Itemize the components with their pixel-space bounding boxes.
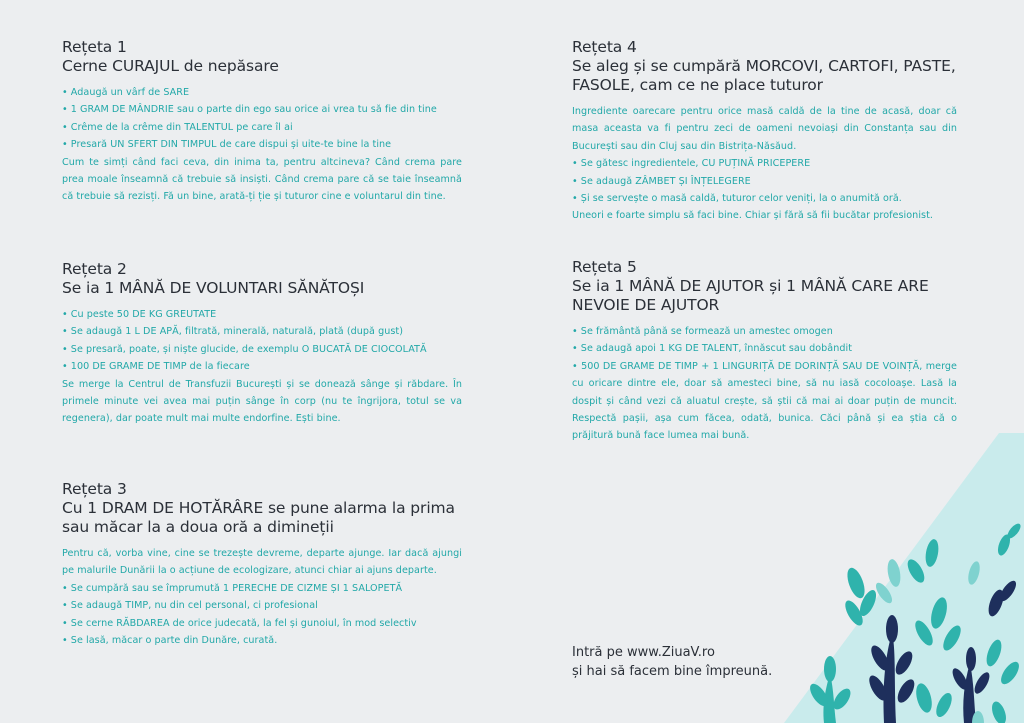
recipe-heading: Cu 1 DRAM DE HOTĂRÂRE se pune alarma la prima sau măcar la a doua oră a dimineții — [62, 499, 455, 536]
list-item: • Se adaugă ZÂMBET ȘI ÎNȚELEGERE — [572, 175, 751, 187]
list-item: • Se cumpără sau se împrumută 1 PERECHE DE CIZME ȘI 1 SALOPETĂ — [62, 582, 403, 594]
recipe-2 — [62, 260, 462, 428]
list-item: • 500 DE GRAME DE TIMP + 1 LINGURIȚĂ DE DORINȚĂ SAU DE VOINȚĂ, merge cu oricare dintre ele, doar să amesteci bine, să nu iasă cocoloașe. Lasă la dospit și când vezi că aluatul crește, să știi că mai ai doar puțin de muncit. Respectă pașii, așa cum făcea, odată, bunica. Căci până și ea știa că o prăjitură bună face lumea mai bună. — [572, 360, 957, 442]
recipe-heading: Cerne CURAJUL de nepăsare — [62, 57, 279, 75]
list-item: • Și se servește o masă caldă, tuturor celor veniți, la o anumită oră. — [572, 193, 902, 205]
recipe-title — [572, 258, 957, 315]
recipe-5 — [572, 258, 957, 445]
recipe-heading: Se ia 1 MÂNĂ DE VOLUNTARI SĂNĂTOȘI — [62, 279, 365, 297]
recipe-3 — [62, 480, 462, 649]
list-item: • Adaugă un vârf de SARE — [62, 87, 190, 98]
paragraph: Se merge la Centrul de Transfuzii București și se donează sânge și răbdare. În primele minute vei avea mai puțin sânge în corp (nu te îngrijora, totul se va regenera), dar poate mult mai multe endorfine. Ești bine. — [62, 378, 462, 425]
paragraph: Pentru că, vorba vine, cine se trezește devreme, departe ajunge. Iar dacă ajungi pe malurile Dunării la o acțiune de ecologizare, atunci chiar ai ajuns departe. — [62, 548, 462, 577]
recipe-number: Rețeta 1 — [62, 38, 127, 56]
footer-tagline: și hai să facem bine împreună. — [572, 664, 773, 679]
recipe-body — [62, 306, 462, 428]
list-item: • Presară UN SFERT DIN TIMPUL de care dispui și uite-te bine la tine — [62, 139, 392, 151]
recipe-heading: Se aleg și se cumpără MORCOVI, CARTOFI, PASTE, FASOLE, cam ce ne place tuturor — [572, 57, 956, 94]
recipe-heading: Se ia 1 MÂNĂ DE AJUTOR și 1 MÂNĂ CARE ARE NEVOIE DE AJUTOR — [572, 277, 929, 314]
list-item: • Se gătesc ingredientele, CU PUȚINĂ PRICEPERE — [572, 158, 811, 170]
recipe-body — [62, 545, 462, 649]
recipe-title — [572, 38, 957, 95]
recipe-body — [572, 323, 957, 445]
recipe-number: Rețeta 4 — [572, 38, 637, 56]
list-item: • 100 DE GRAME DE TIMP de la fiecare — [62, 361, 250, 373]
list-item: • Se lasă, măcar o parte din Dunăre, curată. — [62, 635, 278, 647]
paragraph: Uneori e foarte simplu să faci bine. Chiar și fără să fii bucătar profesionist. — [572, 210, 933, 222]
website-link[interactable]: Intră pe www.ZiuaV.ro — [572, 645, 715, 660]
list-item: • Crême de la crême din TALENTUL pe care îl ai — [62, 121, 293, 133]
list-item: • Se frământă până se formează un amestec omogen — [572, 326, 833, 337]
recipe-4 — [572, 38, 957, 225]
list-item: • 1 GRAM DE MÂNDRIE sau o parte din ego sau orice ai vrea tu să fie din tine — [62, 104, 437, 116]
recipe-number: Rețeta 2 — [62, 260, 127, 278]
footer-call-to-action — [572, 643, 832, 681]
recipe-title — [62, 38, 462, 76]
list-item: • Cu peste 50 DE KG GREUTATE — [62, 309, 217, 320]
recipe-number: Rețeta 5 — [572, 258, 637, 276]
recipe-body — [62, 84, 462, 206]
recipe-body — [572, 103, 957, 225]
list-item: • Se presară, poate, și niște glucide, de exemplu O BUCATĂ DE CIOCOLATĂ — [62, 343, 427, 355]
recipe-title — [62, 260, 462, 298]
paragraph: Ingrediente oarecare pentru orice masă caldă de la tine de acasă, doar că masa aceasta va fi pentru zeci de oameni nevoiași din Constanța sau din București sau din Cluj sau din Bistrița-Năsăud. — [572, 106, 957, 152]
list-item: • Se cerne RĂBDAREA de orice judecată, la fel și gunoiul, în mod selectiv — [62, 617, 417, 629]
paragraph: Cum te simți când faci ceva, din inima ta, pentru altcineva? Când crema pare prea moale înseamnă că trebuie să insiști. Când crema pare că se taie înseamnă că trebuie să rezisți. Fă un bine, arată-ți ție și tuturor cine e voluntarul din tine. — [62, 156, 462, 203]
recipe-title — [62, 480, 462, 537]
recipe-1 — [62, 38, 462, 206]
list-item: • Se adaugă TIMP, nu din cel personal, ci profesional — [62, 600, 318, 612]
list-item: • Se adaugă 1 L DE APĂ, filtrată, minerală, naturală, plată (după gust) — [62, 326, 403, 338]
list-item: • Se adaugă apoi 1 KG DE TALENT, înnăscut sau dobândit — [572, 343, 852, 355]
recipe-number: Rețeta 3 — [62, 480, 127, 498]
